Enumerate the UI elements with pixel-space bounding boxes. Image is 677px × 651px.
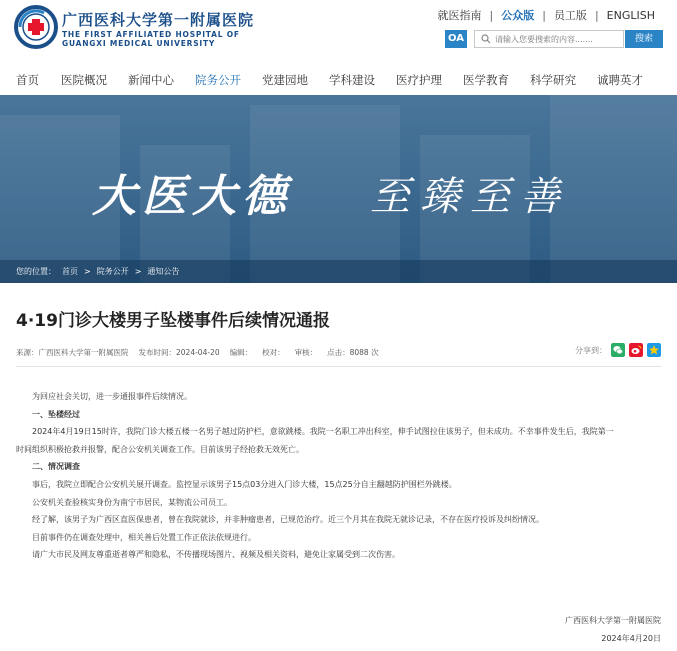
site-header (0, 0, 677, 60)
meta-source: 来源：广西医科大学第一附属医院 (16, 348, 129, 357)
body-paragraph: 为回应社会关切，进一步通报事件后续情况。 (32, 392, 192, 401)
search-box (474, 30, 624, 48)
section-heading: 一、坠楼经过 (32, 409, 80, 419)
qzone-icon[interactable] (647, 343, 661, 357)
nav-item-medical-care[interactable]: 医疗护理 (396, 73, 442, 87)
top-link-english[interactable]: ENGLISH (606, 8, 655, 22)
breadcrumb-notices[interactable]: 通知公告 (147, 267, 180, 276)
body-paragraph: 2024年4月19日15时许，我院门诊大楼五楼一名男子越过防护栏，意欲跳楼。我院一名职工冲出科室，伸手试图拉住该男子，但未成功。不幸事件发生后，我院第一 (32, 427, 614, 437)
breadcrumb-sep: > (134, 267, 142, 276)
nav-item-news[interactable]: 新闻中心 (128, 73, 174, 87)
body-paragraph: 目前事件仍在调查处理中，相关善后处置工作正依法依规进行。 (32, 532, 256, 542)
body-paragraph: 请广大市民及网友尊重逝者尊严和隐私，不传播现场图片、视频及相关资料，避免让家属受到二次伤害。 (32, 550, 400, 560)
hospital-logo-icon[interactable] (14, 5, 58, 49)
top-link-public[interactable]: 公众版 (501, 9, 535, 22)
separator: | (489, 8, 494, 22)
breadcrumb-home[interactable]: 首页 (62, 267, 78, 276)
meta-date: 发布时间：2024-04-20 (138, 348, 220, 357)
share-bar (575, 343, 661, 357)
nav-item-overview[interactable]: 医院概况 (61, 73, 107, 87)
body-paragraph: 时间组织积极抢救并报警，配合公安机关调查工作。目前该男子经抢救无效死亡。 (16, 444, 304, 454)
top-link-guide[interactable]: 就医指南 (437, 9, 482, 22)
article-title: 4·19门诊大楼男子坠楼事件后续情况通报 (16, 311, 330, 331)
body-paragraph: 事后，我院立即配合公安机关展开调查。监控显示该男子15点03分进入门诊大楼，15点25分自主翻越防护围栏外跳楼。 (32, 479, 457, 489)
separator: | (542, 8, 546, 22)
weibo-icon[interactable] (629, 343, 643, 357)
breadcrumb-affairs[interactable]: 院务公开 (96, 267, 129, 276)
logo-en-line1: THE FIRST AFFILIATED HOSPITAL OF (62, 30, 240, 39)
article-body (16, 388, 662, 564)
share-label: 分享到： (575, 345, 607, 355)
nav-item-affairs[interactable]: 院务公开 (195, 73, 241, 87)
breadcrumb-label: 您的位置： (16, 267, 56, 276)
article-meta (16, 347, 389, 358)
nav-item-education[interactable]: 医学教育 (463, 73, 509, 87)
section-heading: 二、情况调查 (32, 462, 80, 472)
meta-divider (16, 366, 661, 367)
search-input[interactable] (495, 35, 615, 44)
nav-item-careers[interactable]: 诚聘英才 (597, 73, 643, 87)
separator: | (594, 8, 599, 22)
nav-item-research[interactable]: 科学研究 (530, 73, 576, 87)
banner-slogan-left: 大医大德 (92, 171, 292, 222)
meta-clicks: 点击：8088 次 (327, 348, 379, 357)
search-icon (481, 34, 491, 44)
logo-cn-name: 广西医科大学第一附属医院 (62, 11, 255, 29)
top-link-staff[interactable]: 员工版 (553, 9, 587, 22)
nav-item-discipline[interactable]: 学科建设 (329, 73, 375, 87)
wechat-icon[interactable] (611, 343, 625, 357)
breadcrumb (0, 260, 677, 283)
meta-editor: 编辑： (229, 348, 253, 357)
nav-item-home[interactable]: 首页 (16, 73, 39, 87)
meta-reviewer: 审核： (294, 348, 318, 357)
signature-date: 2024年4月20日 (601, 634, 661, 643)
search-button[interactable]: 搜索 (625, 30, 663, 48)
logo-text[interactable] (62, 9, 254, 48)
article-signature (565, 612, 661, 648)
body-paragraph: 经了解，该男子为广西区直医保患者，曾在我院就诊，并非肿瘤患者，已规范治疗。近三个月其在我院无就诊记录，不存在医疗投诉及纠纷情况。 (32, 515, 544, 525)
oa-button[interactable]: OA (445, 30, 467, 48)
breadcrumb-sep: > (84, 267, 91, 276)
logo-en-line2: GUANGXI MEDICAL UNIVERSITY (62, 39, 216, 48)
hero-banner (0, 95, 677, 283)
banner-slogan-right: 至臻至善 (370, 174, 570, 220)
top-links (430, 7, 664, 23)
meta-proofreader: 校对： (262, 348, 285, 357)
main-nav (0, 62, 677, 94)
body-paragraph: 公安机关查验核实身份为南宁市居民，某物流公司员工。 (32, 497, 232, 507)
signature-org: 广西医科大学第一附属医院 (565, 616, 661, 625)
nav-item-party[interactable]: 党建园地 (262, 73, 308, 87)
